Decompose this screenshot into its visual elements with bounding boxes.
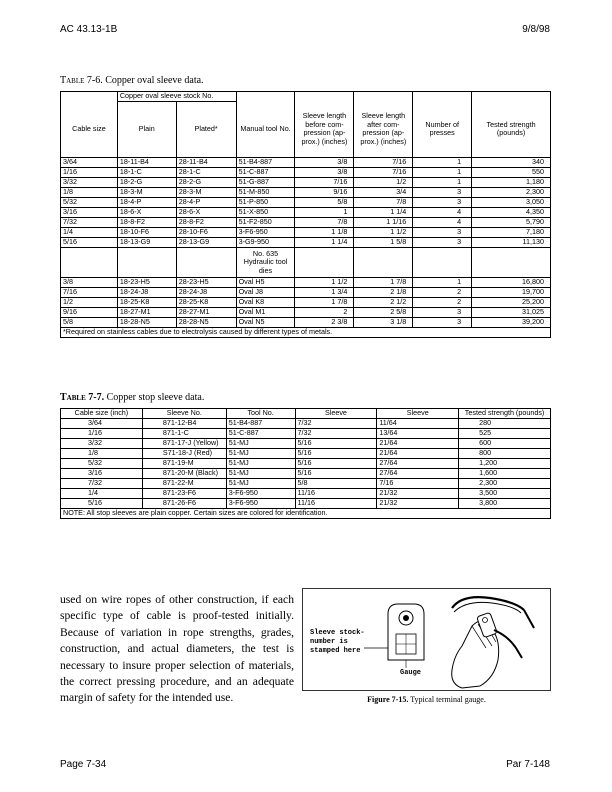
table-cell: 1 1/4: [354, 208, 413, 218]
table-cell: Oval N5: [236, 318, 295, 328]
table-cell: 5/16: [295, 469, 377, 479]
table-cell: 13/64: [377, 429, 459, 439]
table76-group-header: Copper oval sleeve stock No.: [117, 92, 236, 102]
table-cell: 18-24-J8: [117, 288, 176, 298]
table-cell: 25,200: [472, 298, 551, 308]
table77-caption: [60, 392, 204, 403]
table-cell: 3-F6-950: [236, 228, 295, 238]
table-cell: 28-28-N5: [176, 318, 236, 328]
table-cell: 3/32: [61, 178, 118, 188]
table-cell: 2: [413, 288, 472, 298]
table-row: [61, 278, 551, 288]
table77-col-header: Sleeve: [295, 409, 377, 419]
table-cell: 1,200: [459, 459, 551, 469]
table76-caption: [60, 75, 204, 86]
table-cell: 11/16: [295, 489, 377, 499]
table-row: [61, 499, 551, 509]
table-cell: 18-11-B4: [117, 158, 176, 168]
table-cell: 1/16: [61, 429, 143, 439]
table-cell: 871-17-J (Yellow): [142, 439, 226, 449]
table-cell: 1: [413, 178, 472, 188]
table76-blank-cell: [354, 92, 413, 102]
table-cell: 3/8: [295, 158, 354, 168]
table-cell: 1: [413, 278, 472, 288]
table-cell: 1/2: [61, 298, 118, 308]
table-cell: 28-4-P: [176, 198, 236, 208]
table-cell: 871-12-B4: [142, 419, 226, 429]
table-cell: 51-F2-850: [236, 218, 295, 228]
copper-oval-sleeve-table: [60, 91, 551, 338]
table-cell: 5/8: [295, 198, 354, 208]
page-number: Page 7-34: [60, 759, 107, 770]
table-cell: 3/64: [61, 419, 143, 429]
figure-label-line1: Sleeve stock-: [310, 629, 365, 637]
table-cell: 11/64: [377, 419, 459, 429]
paragraph-ref: Par 7-148: [506, 759, 550, 770]
table-cell: 28-11-B4: [176, 158, 236, 168]
table-cell: 51-X-850: [236, 208, 295, 218]
table-row: [61, 479, 551, 489]
table-row: [61, 238, 551, 248]
table77-col-header: Sleeve: [377, 409, 459, 419]
table77-note-row: [61, 509, 551, 519]
table-cell: 3/4: [354, 188, 413, 198]
table-cell: 11,130: [472, 238, 551, 248]
table-cell: 5/16: [295, 449, 377, 459]
table-cell: 3/16: [61, 208, 118, 218]
table-cell: 2,300: [472, 188, 551, 198]
table-cell: 2 1/2: [354, 298, 413, 308]
table-cell: 3 1/8: [354, 318, 413, 328]
table-cell: 1/4: [61, 489, 143, 499]
table-cell: 3/64: [61, 158, 118, 168]
table77-header-row: [61, 409, 551, 419]
table-cell: 3/32: [61, 439, 143, 449]
table-cell: 28-25-K8: [176, 298, 236, 308]
table-cell: 1: [295, 208, 354, 218]
table-cell: 7/16: [61, 288, 118, 298]
table-cell: 51-MJ: [226, 439, 295, 449]
table76-blank-cell: [295, 248, 354, 278]
table-cell: 21/32: [377, 489, 459, 499]
table76-footnote: *Required on stainless cables due to electrolysis caused by different types of metals.: [61, 328, 551, 338]
table-cell: 5/8: [61, 318, 118, 328]
table-cell: 7/32: [61, 479, 143, 489]
table-cell: 871-1-C: [142, 429, 226, 439]
table-cell: 3-F6-950: [226, 499, 295, 509]
table-cell: 7/32: [61, 218, 118, 228]
figure-caption: [302, 695, 551, 704]
table-cell: 1/16: [61, 168, 118, 178]
table76-blank-cell: [236, 92, 295, 102]
table-row: [61, 459, 551, 469]
table77-col-header: Sleeve No.: [142, 409, 226, 419]
table-cell: 871-26-F6: [142, 499, 226, 509]
table76-blank-cell: [413, 248, 472, 278]
table-cell: 28-10-F6: [176, 228, 236, 238]
table-cell: 5/32: [61, 198, 118, 208]
table-cell: 3/8: [61, 278, 118, 288]
table76-caption-prefix: Table: [60, 75, 85, 86]
table-cell: 3-F6-950: [226, 489, 295, 499]
table76-blank-cell: [354, 248, 413, 278]
table77-col-header: Tool No.: [226, 409, 295, 419]
table76-subheader: No. 635 Hydraulic tool dies: [236, 248, 295, 278]
table-row: [61, 318, 551, 328]
table-cell: 2 1/8: [354, 288, 413, 298]
table-cell: 51-C-887: [226, 429, 295, 439]
table-cell: Oval M1: [236, 308, 295, 318]
table-cell: 3: [413, 308, 472, 318]
table-cell: 2: [413, 298, 472, 308]
table-cell: 51-B4-887: [236, 158, 295, 168]
table76-col-header: Number of presses: [413, 102, 472, 158]
table-cell: 21/64: [377, 439, 459, 449]
table-cell: 3: [413, 238, 472, 248]
table-cell: 7,180: [472, 228, 551, 238]
table-cell: 871-23-F6: [142, 489, 226, 499]
table-cell: 5/32: [61, 459, 143, 469]
table-row: [61, 228, 551, 238]
table-cell: 28-1-C: [176, 168, 236, 178]
table-cell: Oval H5: [236, 278, 295, 288]
table-cell: 871-22-M: [142, 479, 226, 489]
table-cell: Oval J8: [236, 288, 295, 298]
table-cell: 3,500: [459, 489, 551, 499]
table-cell: 2 3/8: [295, 318, 354, 328]
table-cell: 3: [413, 188, 472, 198]
terminal-gauge-figure: [302, 588, 551, 691]
table-cell: 3: [413, 318, 472, 328]
table-cell: 18-1-C: [117, 168, 176, 178]
table76-blank-cell: [176, 248, 236, 278]
table-cell: 7/16: [295, 178, 354, 188]
table-cell: 550: [472, 168, 551, 178]
table-cell: 2: [295, 308, 354, 318]
table-cell: 1 1/16: [354, 218, 413, 228]
table-cell: 28-6-X: [176, 208, 236, 218]
table76-blank-cell: [472, 248, 551, 278]
table76-col-header: Tested strength (pounds): [472, 102, 551, 158]
table-row: [61, 188, 551, 198]
table-cell: 1 5/8: [354, 238, 413, 248]
doc-date: 9/8/98: [522, 24, 550, 35]
table76-col-header: Plain: [117, 102, 176, 158]
body-paragraph: used on wire ropes of other construction, if each specific type of cable is proof-tested initially. Because of variation in rope strengths, grades, construction, and actual diameters, the test is necessary to insure proper selection of materials, the correct pressing procedure, and an adequate margin of safety for the intended use.: [60, 593, 294, 705]
table-cell: 7/16: [377, 479, 459, 489]
table-row: [61, 158, 551, 168]
table-cell: 51-MJ: [226, 469, 295, 479]
table-cell: S71-18-J (Red): [142, 449, 226, 459]
table-cell: 1/2: [354, 178, 413, 188]
figure-gauge-label: Gauge: [400, 669, 422, 677]
table-cell: 51-MJ: [226, 479, 295, 489]
copper-stop-sleeve-table: [60, 408, 551, 519]
table77-caption-prefix: Table: [60, 392, 86, 403]
table-row: [61, 429, 551, 439]
table-cell: 1,180: [472, 178, 551, 188]
table-cell: 1: [413, 158, 472, 168]
table-cell: 28-3-M: [176, 188, 236, 198]
table-cell: 18-3-M: [117, 188, 176, 198]
table76-col-header: Plated*: [176, 102, 236, 158]
table-row: [61, 288, 551, 298]
table-row: [61, 198, 551, 208]
table76-col-header: Manual tool No.: [236, 102, 295, 158]
table-cell: 7/8: [295, 218, 354, 228]
table-cell: Oval K8: [236, 298, 295, 308]
table-cell: 1/8: [61, 449, 143, 459]
table76-caption-num: 7-6.: [86, 75, 103, 86]
table-cell: 51-C-887: [236, 168, 295, 178]
table-cell: 11/16: [295, 499, 377, 509]
table77-note: NOTE: All stop sleeves are plain copper. Certain sizes are colored for identification.: [61, 509, 551, 519]
table-row: [61, 178, 551, 188]
table-row: [61, 449, 551, 459]
table-cell: 5/8: [295, 479, 377, 489]
table76-col-header: Sleeve length after com-pression (ap-prox.) (inches): [354, 102, 413, 158]
table-cell: 51-P-850: [236, 198, 295, 208]
table-cell: 7/32: [295, 419, 377, 429]
table-cell: 1/4: [61, 228, 118, 238]
figure-label-line2: number is: [310, 638, 348, 646]
table-cell: 51-M-850: [236, 188, 295, 198]
table-cell: 7/16: [354, 158, 413, 168]
table-cell: 18-25-K8: [117, 298, 176, 308]
table-cell: 5/16: [295, 459, 377, 469]
table-cell: 1 1/8: [295, 228, 354, 238]
table77-caption-num: 7-7.: [88, 392, 105, 403]
table-cell: 3: [413, 228, 472, 238]
table-cell: 3-G9-950: [236, 238, 295, 248]
table-cell: 3,050: [472, 198, 551, 208]
table-cell: 1 7/8: [354, 278, 413, 288]
table-row: [61, 298, 551, 308]
table-cell: 2,300: [459, 479, 551, 489]
table-row: [61, 208, 551, 218]
table76-group-header-row: [61, 92, 551, 102]
table-cell: 1 3/4: [295, 288, 354, 298]
table-cell: 5/16: [295, 439, 377, 449]
table-cell: 5,790: [472, 218, 551, 228]
table77-caption-text: Copper stop sleeve data.: [104, 392, 205, 403]
table-cell: 4: [413, 218, 472, 228]
table-cell: 18-27-M1: [117, 308, 176, 318]
table-cell: 9/16: [61, 308, 118, 318]
table-row: [61, 489, 551, 499]
table-cell: 31,025: [472, 308, 551, 318]
table-cell: 3/16: [61, 469, 143, 479]
table-cell: 18-2-G: [117, 178, 176, 188]
table-row: [61, 419, 551, 429]
table-cell: 27/64: [377, 469, 459, 479]
table76-blank-cell: [413, 92, 472, 102]
terminal-gauge-illustration: [302, 588, 551, 691]
table-cell: 18-6-X: [117, 208, 176, 218]
table-cell: 21/64: [377, 449, 459, 459]
table-cell: 18-28-N5: [117, 318, 176, 328]
table-cell: 1 1/2: [295, 278, 354, 288]
table-cell: 18-13-G9: [117, 238, 176, 248]
table-row: [61, 168, 551, 178]
table-cell: 51-MJ: [226, 459, 295, 469]
table-cell: 18-23-H5: [117, 278, 176, 288]
table-cell: 1,600: [459, 469, 551, 479]
figure-caption-text: Typical terminal gauge.: [408, 695, 486, 704]
table-cell: 871-20-M (Black): [142, 469, 226, 479]
table-cell: 18-10-F6: [117, 228, 176, 238]
table-cell: 7/8: [354, 198, 413, 208]
table-cell: 1 7/8: [295, 298, 354, 308]
table-cell: 3,800: [459, 499, 551, 509]
table-cell: 600: [459, 439, 551, 449]
table76-caption-text: Copper oval sleeve data.: [102, 75, 204, 86]
table-cell: 1/8: [61, 188, 118, 198]
table-cell: 28-2-G: [176, 178, 236, 188]
table-cell: 3/8: [295, 168, 354, 178]
table-cell: 871-19-M: [142, 459, 226, 469]
table76-blank-cell: [61, 248, 118, 278]
table-cell: 2 5/8: [354, 308, 413, 318]
table-cell: 1: [413, 168, 472, 178]
table-cell: 51-B4-887: [226, 419, 295, 429]
table-cell: 525: [459, 429, 551, 439]
table77-col-header: Cable size (inch): [61, 409, 143, 419]
table-cell: 1 1/2: [354, 228, 413, 238]
table76-blank-cell: [117, 248, 176, 278]
table-cell: 5/16: [61, 499, 143, 509]
table76-header-row: [61, 102, 551, 158]
table-row: [61, 439, 551, 449]
table-cell: 3: [413, 198, 472, 208]
table-cell: 7/16: [354, 168, 413, 178]
table-cell: 1 1/4: [295, 238, 354, 248]
table-cell: 5/16: [61, 238, 118, 248]
table-cell: 18-4-P: [117, 198, 176, 208]
table-cell: 800: [459, 449, 551, 459]
table-cell: 280: [459, 419, 551, 429]
table-cell: 340: [472, 158, 551, 168]
table76-blank-cell: [295, 92, 354, 102]
table76-subheader-row: [61, 248, 551, 278]
table-cell: 28-27-M1: [176, 308, 236, 318]
table76-col-header: Sleeve length before com-pression (ap-prox.) (inches): [295, 102, 354, 158]
figure-label-line3: stamped here: [310, 647, 361, 655]
table76-col-header: Cable size: [61, 102, 118, 158]
figure-caption-prefix: Figure 7-15.: [367, 695, 409, 704]
table-cell: 4: [413, 208, 472, 218]
table76-blank-cell: [61, 92, 118, 102]
table-cell: 27/64: [377, 459, 459, 469]
table-cell: 4,350: [472, 208, 551, 218]
table76-footnote-row: [61, 328, 551, 338]
table-row: [61, 308, 551, 318]
table-cell: 28-8-F2: [176, 218, 236, 228]
table76-blank-cell: [472, 92, 551, 102]
table-cell: 21/32: [377, 499, 459, 509]
table-cell: 19,700: [472, 288, 551, 298]
doc-id: AC 43.13-1B: [60, 24, 118, 35]
table-cell: 16,800: [472, 278, 551, 288]
table77-col-header: Tested strength (pounds): [459, 409, 551, 419]
table-cell: 9/16: [295, 188, 354, 198]
table-row: [61, 218, 551, 228]
table-cell: 28-13-G9: [176, 238, 236, 248]
table-cell: 28-24-J8: [176, 288, 236, 298]
table-cell: 18-8-F2: [117, 218, 176, 228]
table-row: [61, 469, 551, 479]
table-cell: 39,200: [472, 318, 551, 328]
table-cell: 51-MJ: [226, 449, 295, 459]
table-cell: 7/32: [295, 429, 377, 439]
table-cell: 28-23-H5: [176, 278, 236, 288]
table-cell: 51-G-887: [236, 178, 295, 188]
